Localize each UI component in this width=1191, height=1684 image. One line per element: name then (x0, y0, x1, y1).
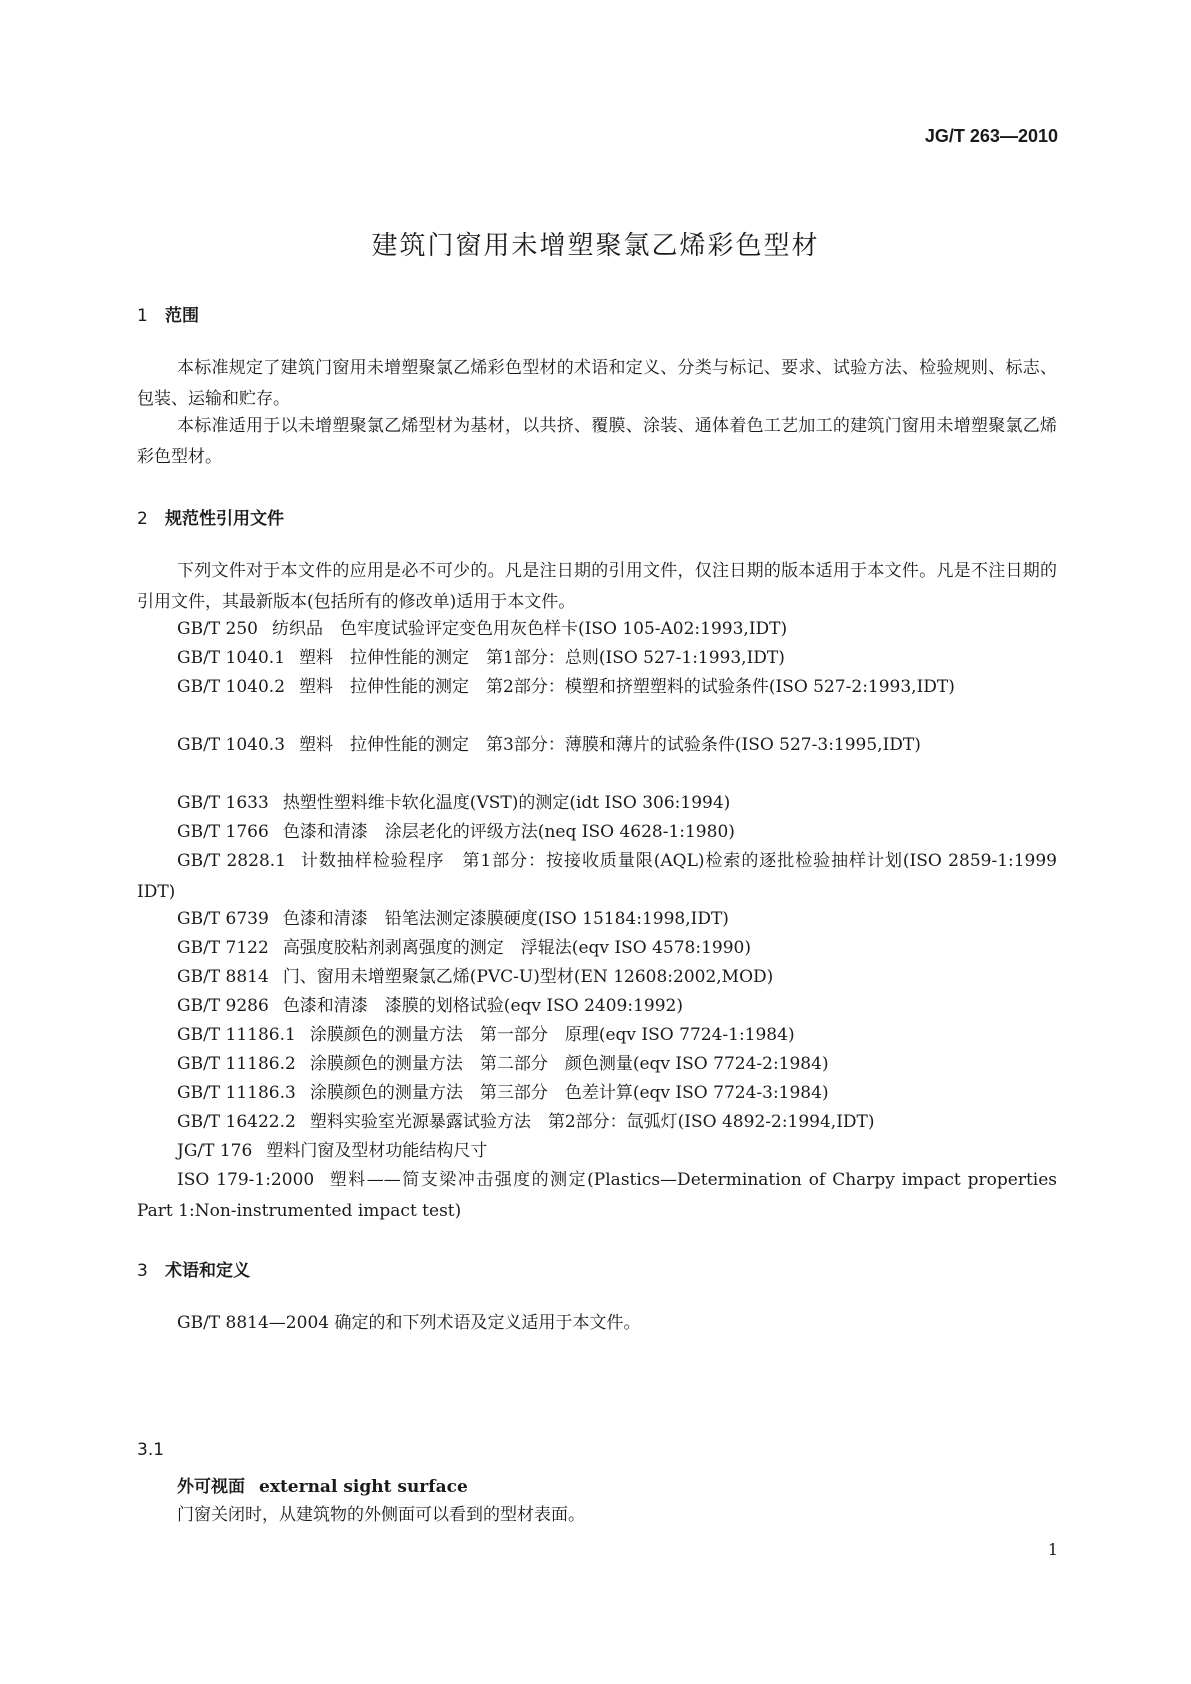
reference-item (137, 904, 1057, 935)
term-number: 3.1 (137, 1440, 165, 1460)
term-definition: 门窗关闭时，从建筑物的外侧面可以看到的型材表面。 (177, 1505, 585, 1525)
reference-title: 色漆和清漆 铅笔法测定漆膜硬度(ISO 15184:1998,IDT) (282, 909, 729, 929)
reference-item (137, 1165, 1057, 1227)
reference-item (137, 1049, 1057, 1080)
reference-item (137, 788, 1057, 819)
terms-intro: GB/T 8814—2004 确定的和下列术语及定义适用于本文件。 (177, 1313, 641, 1333)
section-title: 范围 (165, 306, 199, 326)
standard-code: JG/T 263—2010 (924, 126, 1058, 146)
reference-item (137, 1136, 1057, 1167)
reference-title: 涂膜颜色的测量方法 第二部分 颜色测量(eqv ISO 7724-2:1984) (309, 1054, 829, 1074)
reference-code: ISO 179-1:2000 (177, 1170, 315, 1190)
reference-item (137, 991, 1057, 1022)
reference-title: 塑料——简支梁冲击强度的测定(Plastics—Determination of Charpy impact properties Part 1:Non-instrumented impact test) (137, 1170, 1057, 1221)
reference-title: 色漆和清漆 漆膜的划格试验(eqv ISO 2409:1992) (282, 996, 683, 1016)
reference-item (137, 1020, 1057, 1051)
reference-title: 涂膜颜色的测量方法 第一部分 原理(eqv ISO 7724-1:1984) (309, 1025, 795, 1045)
references-intro: 下列文件对于本文件的应用是必不可少的。凡是注日期的引用文件，仅注日期的版本适用于本文件。凡是不注日期的引用文件，其最新版本(包括所有的修改单)适用于本文件。 (137, 561, 1057, 612)
reference-title: 塑料 拉伸性能的测定 第2部分：模塑和挤塑塑料的试验条件(ISO 527-2:1993,IDT) (299, 677, 955, 697)
reference-title: 涂膜颜色的测量方法 第三部分 色差计算(eqv ISO 7724-3:1984) (309, 1083, 829, 1103)
document-title: 建筑门窗用未增塑聚氯乙烯彩色型材 (371, 231, 820, 261)
term-english: external sight surface (259, 1477, 468, 1497)
scope-paragraph-1: 本标准规定了建筑门窗用未增塑聚氯乙烯彩色型材的术语和定义、分类与标记、要求、试验方法、检验规则、标志、包装、运输和贮存。 (137, 358, 1057, 409)
reference-item (137, 614, 1057, 645)
reference-title: 塑料门窗及型材功能结构尺寸 (266, 1141, 488, 1161)
reference-item (137, 817, 1057, 848)
section-number: 2 (137, 509, 148, 529)
reference-code: GB/T 2828.1 (177, 851, 286, 871)
reference-item (137, 672, 1057, 703)
reference-title: 热塑性塑料维卡软化温度(VST)的测定(idt ISO 306:1994) (282, 793, 731, 813)
reference-item (137, 1078, 1057, 1109)
reference-code: GB/T 11186.3 (177, 1083, 296, 1103)
reference-title: 纺织品 色牢度试验评定变色用灰色样卡(ISO 105-A02:1993,IDT) (272, 619, 788, 639)
reference-item (137, 730, 1057, 761)
reference-title: 色漆和清漆 涂层老化的评级方法(neq ISO 4628-1:1980) (282, 822, 735, 842)
reference-item (137, 643, 1057, 674)
scope-paragraph-2: 本标准适用于以未增塑聚氯乙烯型材为基材，以共挤、覆膜、涂装、通体着色工艺加工的建筑门窗用未增塑聚氯乙烯彩色型材。 (137, 416, 1057, 467)
reference-code: GB/T 1766 (177, 822, 269, 842)
reference-title: 高强度胶粘剂剥离强度的测定 浮辊法(eqv ISO 4578:1990) (282, 938, 751, 958)
reference-code: GB/T 250 (177, 619, 258, 639)
reference-code: GB/T 8814 (177, 967, 269, 987)
reference-code: JG/T 176 (177, 1141, 253, 1161)
section-number: 1 (137, 306, 148, 326)
reference-title: 塑料 拉伸性能的测定 第3部分：薄膜和薄片的试验条件(ISO 527-3:1995,IDT) (299, 735, 921, 755)
reference-item (137, 933, 1057, 964)
section-3-heading (137, 1256, 250, 1281)
section-title: 规范性引用文件 (165, 509, 284, 529)
reference-code: GB/T 1040.3 (177, 735, 286, 755)
section-number: 3 (137, 1261, 148, 1281)
reference-title: 计数抽样检验程序 第1部分：按接收质量限(AQL)检索的逐批检验抽样计划(ISO 2859-1:1999 IDT) (137, 851, 1058, 902)
reference-code: GB/T 11186.1 (177, 1025, 296, 1045)
reference-code: GB/T 1633 (177, 793, 269, 813)
section-title: 术语和定义 (165, 1261, 250, 1281)
reference-code: GB/T 11186.2 (177, 1054, 296, 1074)
reference-code: GB/T 1040.2 (177, 677, 286, 697)
reference-title: 塑料 拉伸性能的测定 第1部分：总则(ISO 527-1:1993,IDT) (299, 648, 785, 668)
page-number: 1 (1047, 1540, 1058, 1559)
reference-item (137, 1107, 1057, 1138)
reference-code: GB/T 1040.1 (177, 648, 286, 668)
reference-code: GB/T 9286 (177, 996, 269, 1016)
term-chinese: 外可视面 (177, 1477, 245, 1497)
reference-item (137, 846, 1057, 908)
reference-title: 塑料实验室光源暴露试验方法 第2部分：氙弧灯(ISO 4892-2:1994,IDT) (309, 1112, 875, 1132)
reference-code: GB/T 6739 (177, 909, 269, 929)
reference-code: GB/T 16422.2 (177, 1112, 296, 1132)
term-entry (177, 1472, 468, 1497)
reference-title: 门、窗用未增塑聚氯乙烯(PVC-U)型材(EN 12608:2002,MOD) (282, 967, 774, 987)
section-1-heading (137, 301, 199, 326)
reference-code: GB/T 7122 (177, 938, 269, 958)
section-2-heading (137, 504, 284, 529)
reference-item (137, 962, 1057, 993)
